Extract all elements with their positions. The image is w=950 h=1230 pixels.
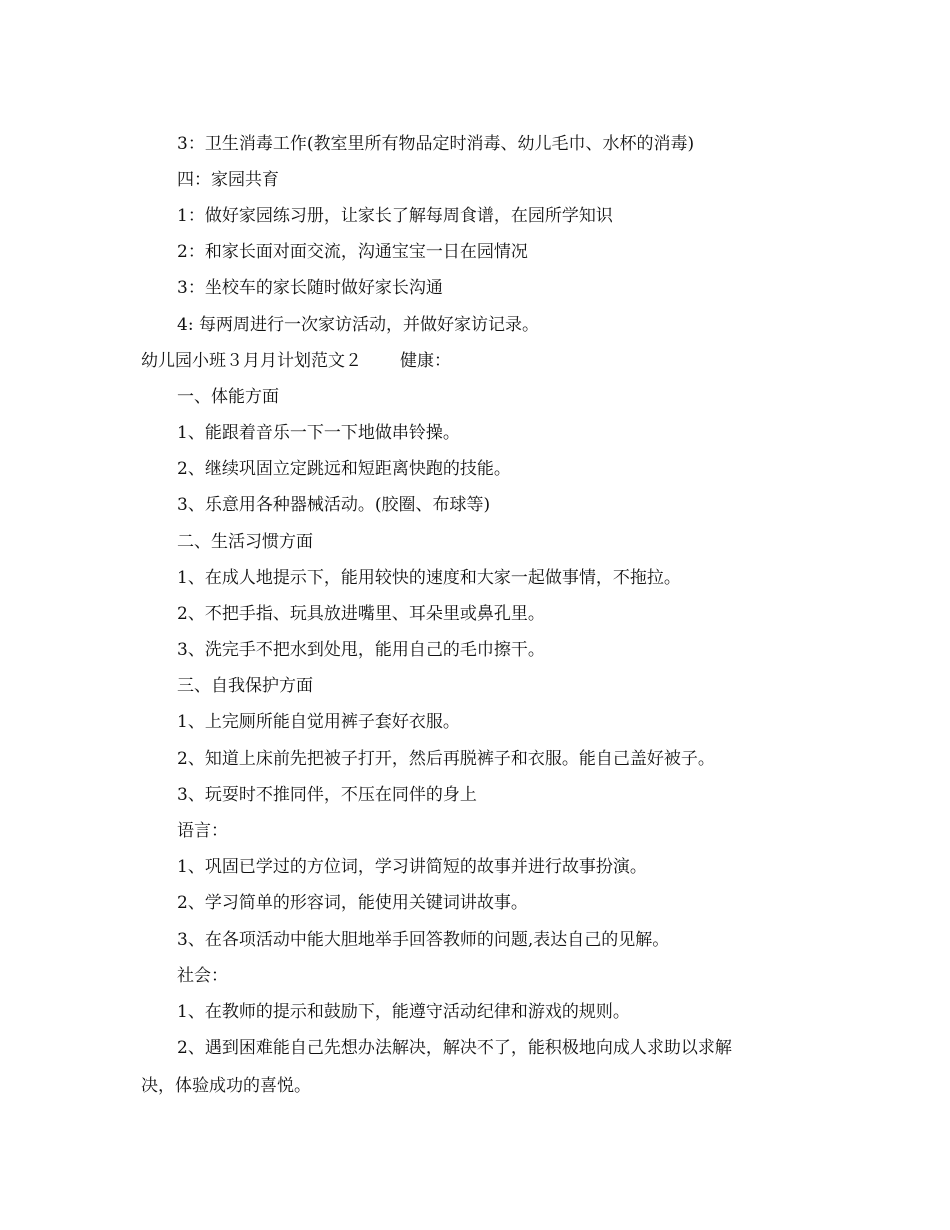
section-heading: 三、自我保护方面 (177, 676, 313, 696)
section-heading: 二、生活习惯方面 (177, 532, 313, 552)
text-line: 2、知道上床前先把被子打开，然后再脱裤子和衣服。能自己盖好被子。 (177, 749, 715, 769)
text-line: 3、乐意用各种器械活动。(胶圈、布球等) (177, 495, 491, 515)
section-heading: 社会： (177, 966, 228, 986)
document-title: 幼儿园小班３月月计划范文２ (141, 351, 362, 371)
text-line: 1：做好家园练习册，让家长了解每周食谱，在园所学知识 (177, 206, 613, 226)
text-line: 3、玩耍时不推同伴，不压在同伴的身上 (177, 785, 477, 805)
document-title-line (141, 350, 451, 372)
section-heading: 语言： (177, 821, 228, 841)
text-line: 1、能跟着音乐一下一下地做串铃操。 (177, 423, 460, 443)
text-line: 3、洗完手不把水到处甩，能用自己的毛巾擦干。 (177, 640, 545, 660)
text-line: 2、不把手指、玩具放进嘴里、耳朵里或鼻孔里。 (177, 604, 545, 624)
text-line: 决，体验成功的喜悦。 (141, 1076, 311, 1096)
text-line: 2：和家长面对面交流，沟通宝宝一日在园情况 (177, 242, 528, 262)
section-heading: 健康： (400, 351, 451, 371)
text-line: 1、在成人地提示下，能用较快的速度和大家一起做事情，不拖拉。 (177, 568, 681, 588)
section-heading: 四：家园共育 (177, 170, 279, 190)
section-heading: 一、体能方面 (177, 387, 279, 407)
text-line: 1、上完厕所能自觉用裤子套好衣服。 (177, 712, 460, 732)
text-line: 2、继续巩固立定跳远和短距离快跑的技能。 (177, 459, 511, 479)
text-line: 3：坐校车的家长随时做好家长沟通 (177, 278, 443, 298)
text-line: 3：卫生消毒工作(教室里所有物品定时消毒、幼儿毛巾、水杯的消毒) (177, 134, 695, 154)
text-line: 2、学习简单的形容词，能使用关键词讲故事。 (177, 893, 528, 913)
text-line: 3、在各项活动中能大胆地举手回答教师的问题,表达自己的见解。 (177, 930, 670, 950)
text-line: 1、巩固已学过的方位词，学习讲简短的故事并进行故事扮演。 (177, 857, 647, 877)
text-line: 1、在教师的提示和鼓励下，能遵守活动纪律和游戏的规则。 (177, 1002, 630, 1022)
text-line: 4: 每两周进行一次家访活动，并做好家访记录。 (177, 315, 539, 335)
text-line: 2、遇到困难能自己先想办法解决，解决不了，能积极地向成人求助以求解 (177, 1038, 732, 1058)
